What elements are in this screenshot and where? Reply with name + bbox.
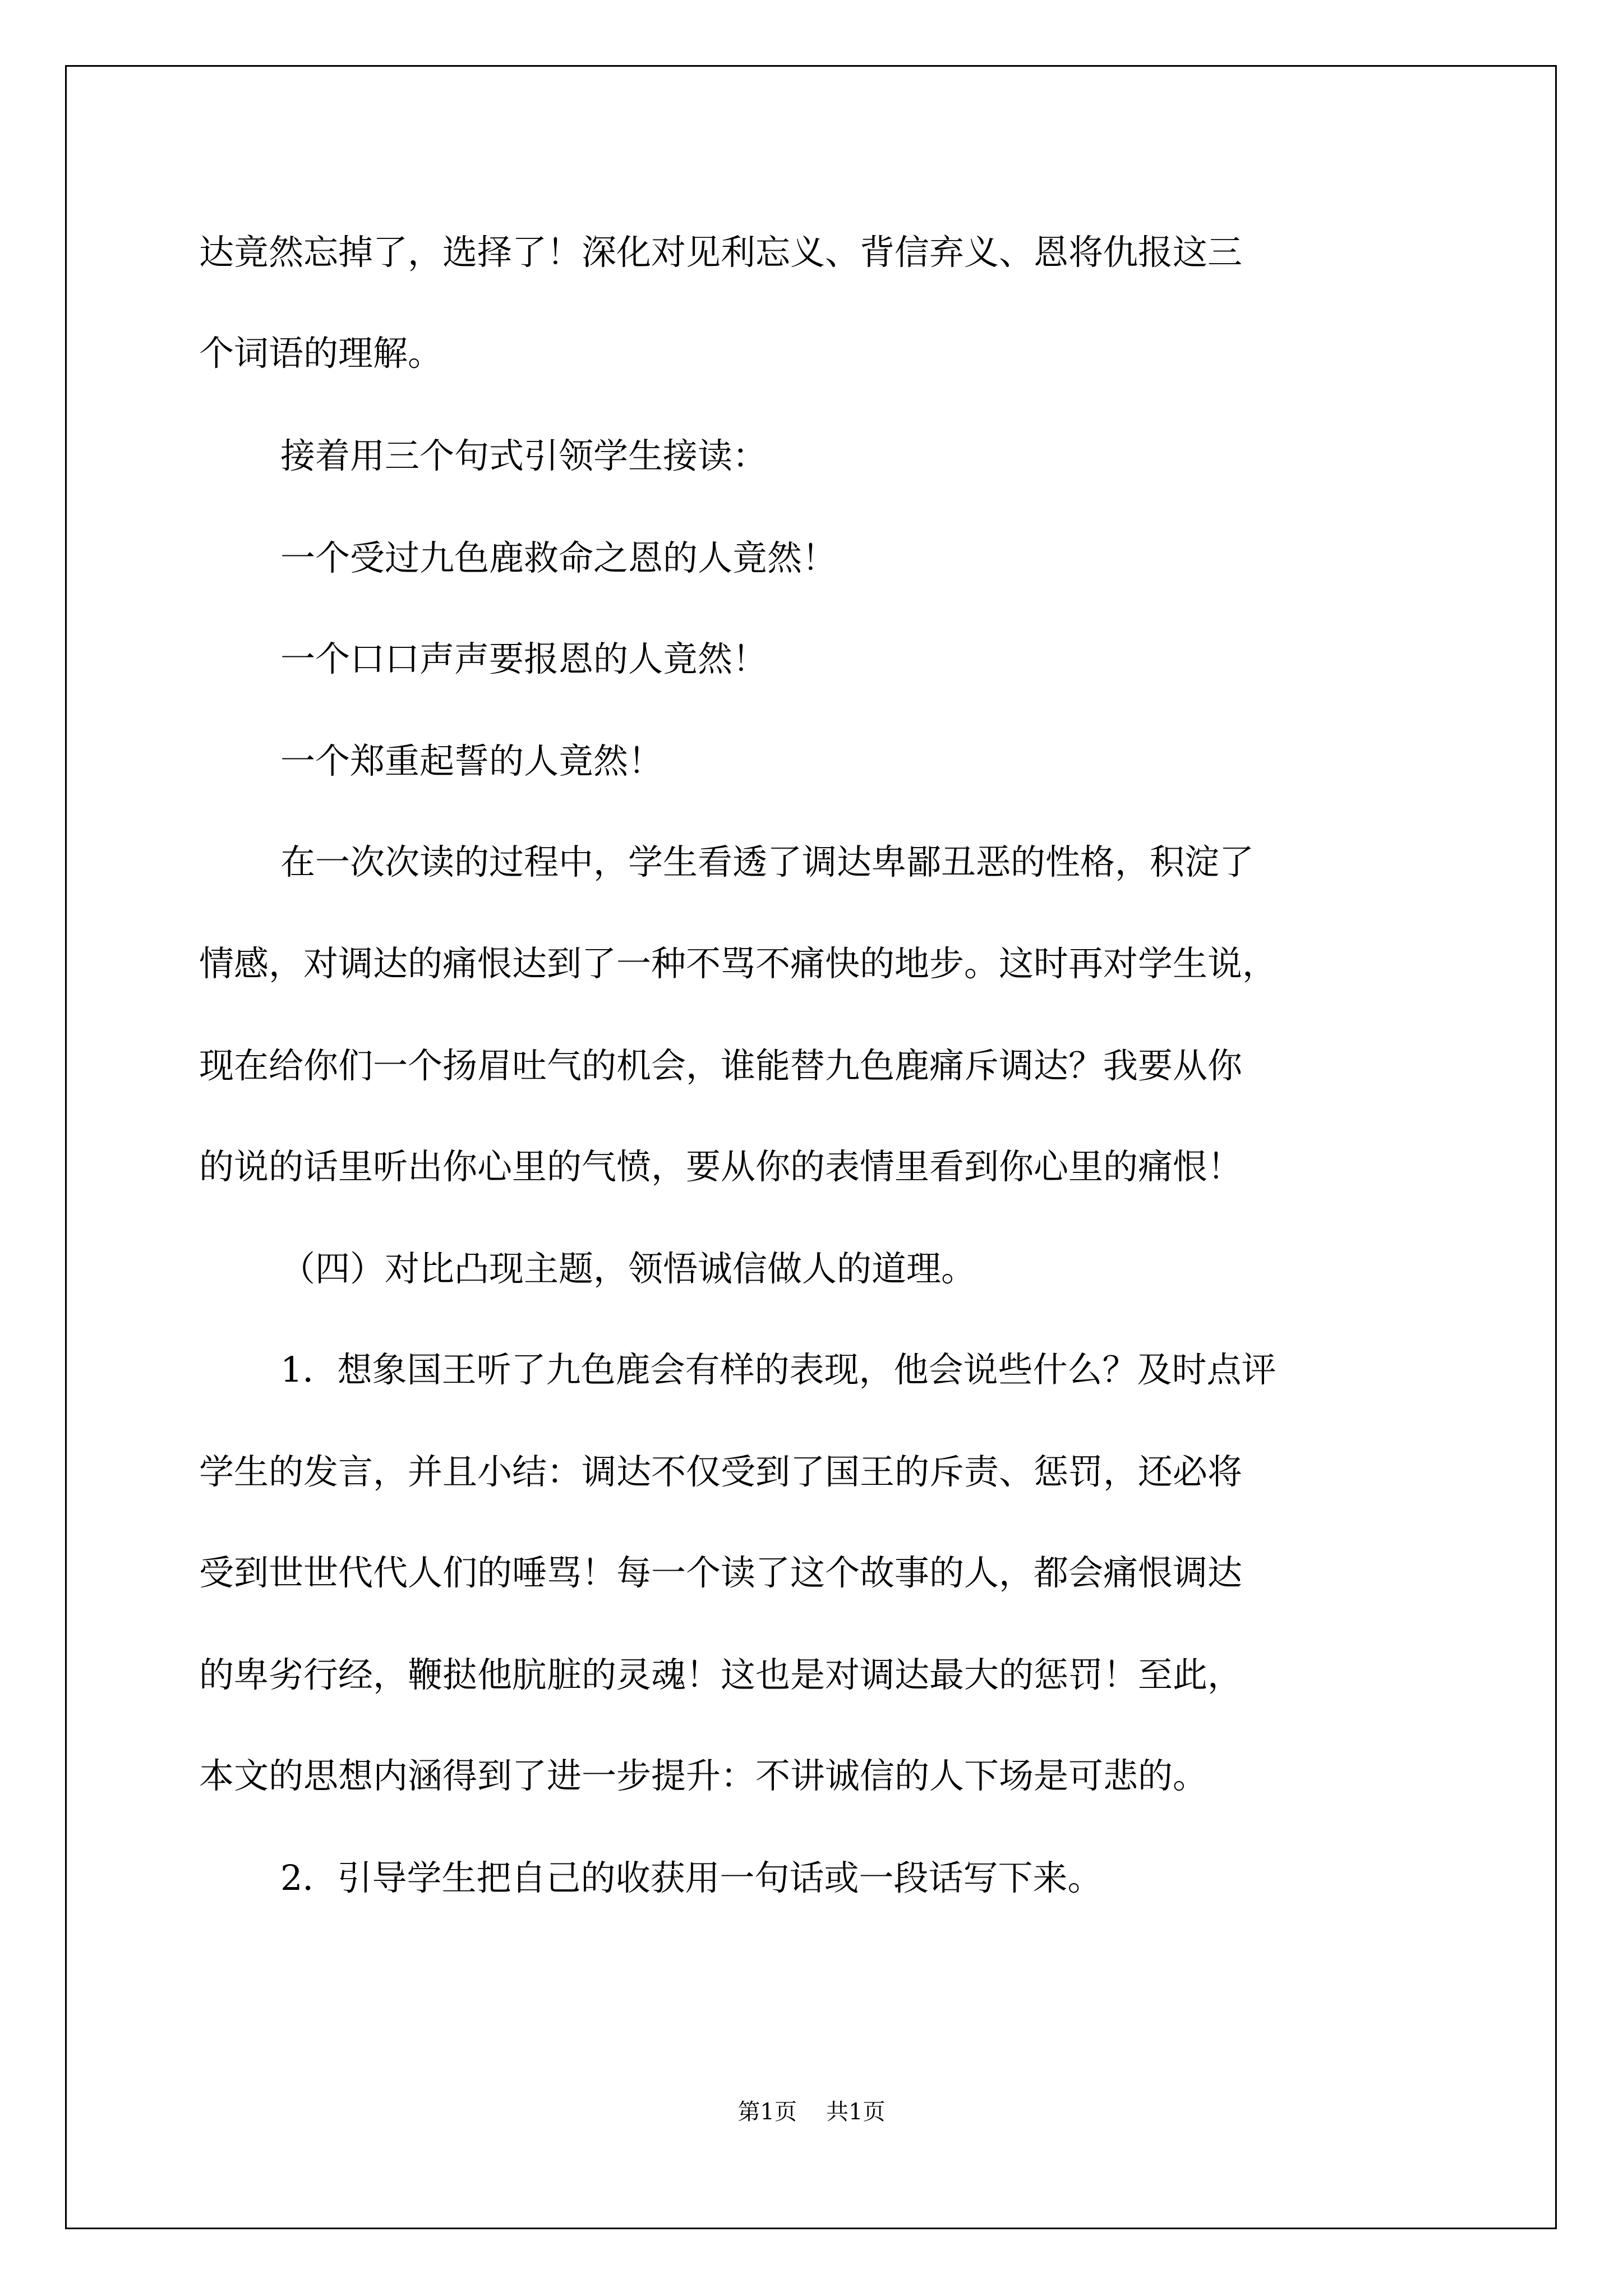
text-line: 一个郑重起誓的人竟然！ [280, 740, 663, 781]
page-number-current: 第1页 [737, 2099, 797, 2125]
page-footer [0, 2098, 1623, 2126]
text-line: 学生的发言，并且小结：调达不仅受到了国王的斥责、惩罚，还必将 [199, 1451, 1243, 1492]
page-number-total: 共1页 [826, 2099, 886, 2125]
text-line: 情感，对调达的痛恨达到了一种不骂不痛快的地步。这时再对学生说， [199, 943, 1278, 984]
text-line: 达竟然忘掉了，选择了！深化对见利忘义、背信弃义、恩将仇报这三 [199, 232, 1243, 273]
text-line: 现在给你们一个扬眉吐气的机会，谁能替九色鹿痛斥调达？我要从你 [199, 1045, 1243, 1086]
text-line: 本文的思想内涵得到了进一步提升：不讲诚信的人下场是可悲的。 [199, 1755, 1208, 1796]
text-line: 接着用三个句式引领学生接读： [280, 435, 768, 476]
text-line: 个词语的理解。 [199, 333, 443, 374]
text-line: 的说的话里听出你心里的气愤，要从你的表情里看到你心里的痛恨！ [199, 1146, 1243, 1187]
text-line: 一个口口声声要报恩的人竟然！ [280, 638, 768, 679]
text-line: 1．想象国王听了九色鹿会有样的表现，他会说些什么？及时点评 [280, 1349, 1276, 1390]
text-line: 的卑劣行经，鞭挞他肮脏的灵魂！这也是对调达最大的惩罚！至此， [199, 1654, 1243, 1695]
text-line: 2．引导学生把自己的收获用一句话或一段话写下来。 [280, 1857, 1103, 1898]
text-line: 受到世世代代人们的唾骂！每一个读了这个故事的人，都会痛恨调达 [199, 1552, 1243, 1593]
text-line: 一个受过九色鹿救命之恩的人竟然！ [280, 537, 837, 578]
text-line: 在一次次读的过程中，学生看透了调达卑鄙丑恶的性格，积淀了 [280, 841, 1255, 882]
section-heading: （四）对比凸现主题，领悟诚信做人的道理。 [280, 1248, 976, 1289]
